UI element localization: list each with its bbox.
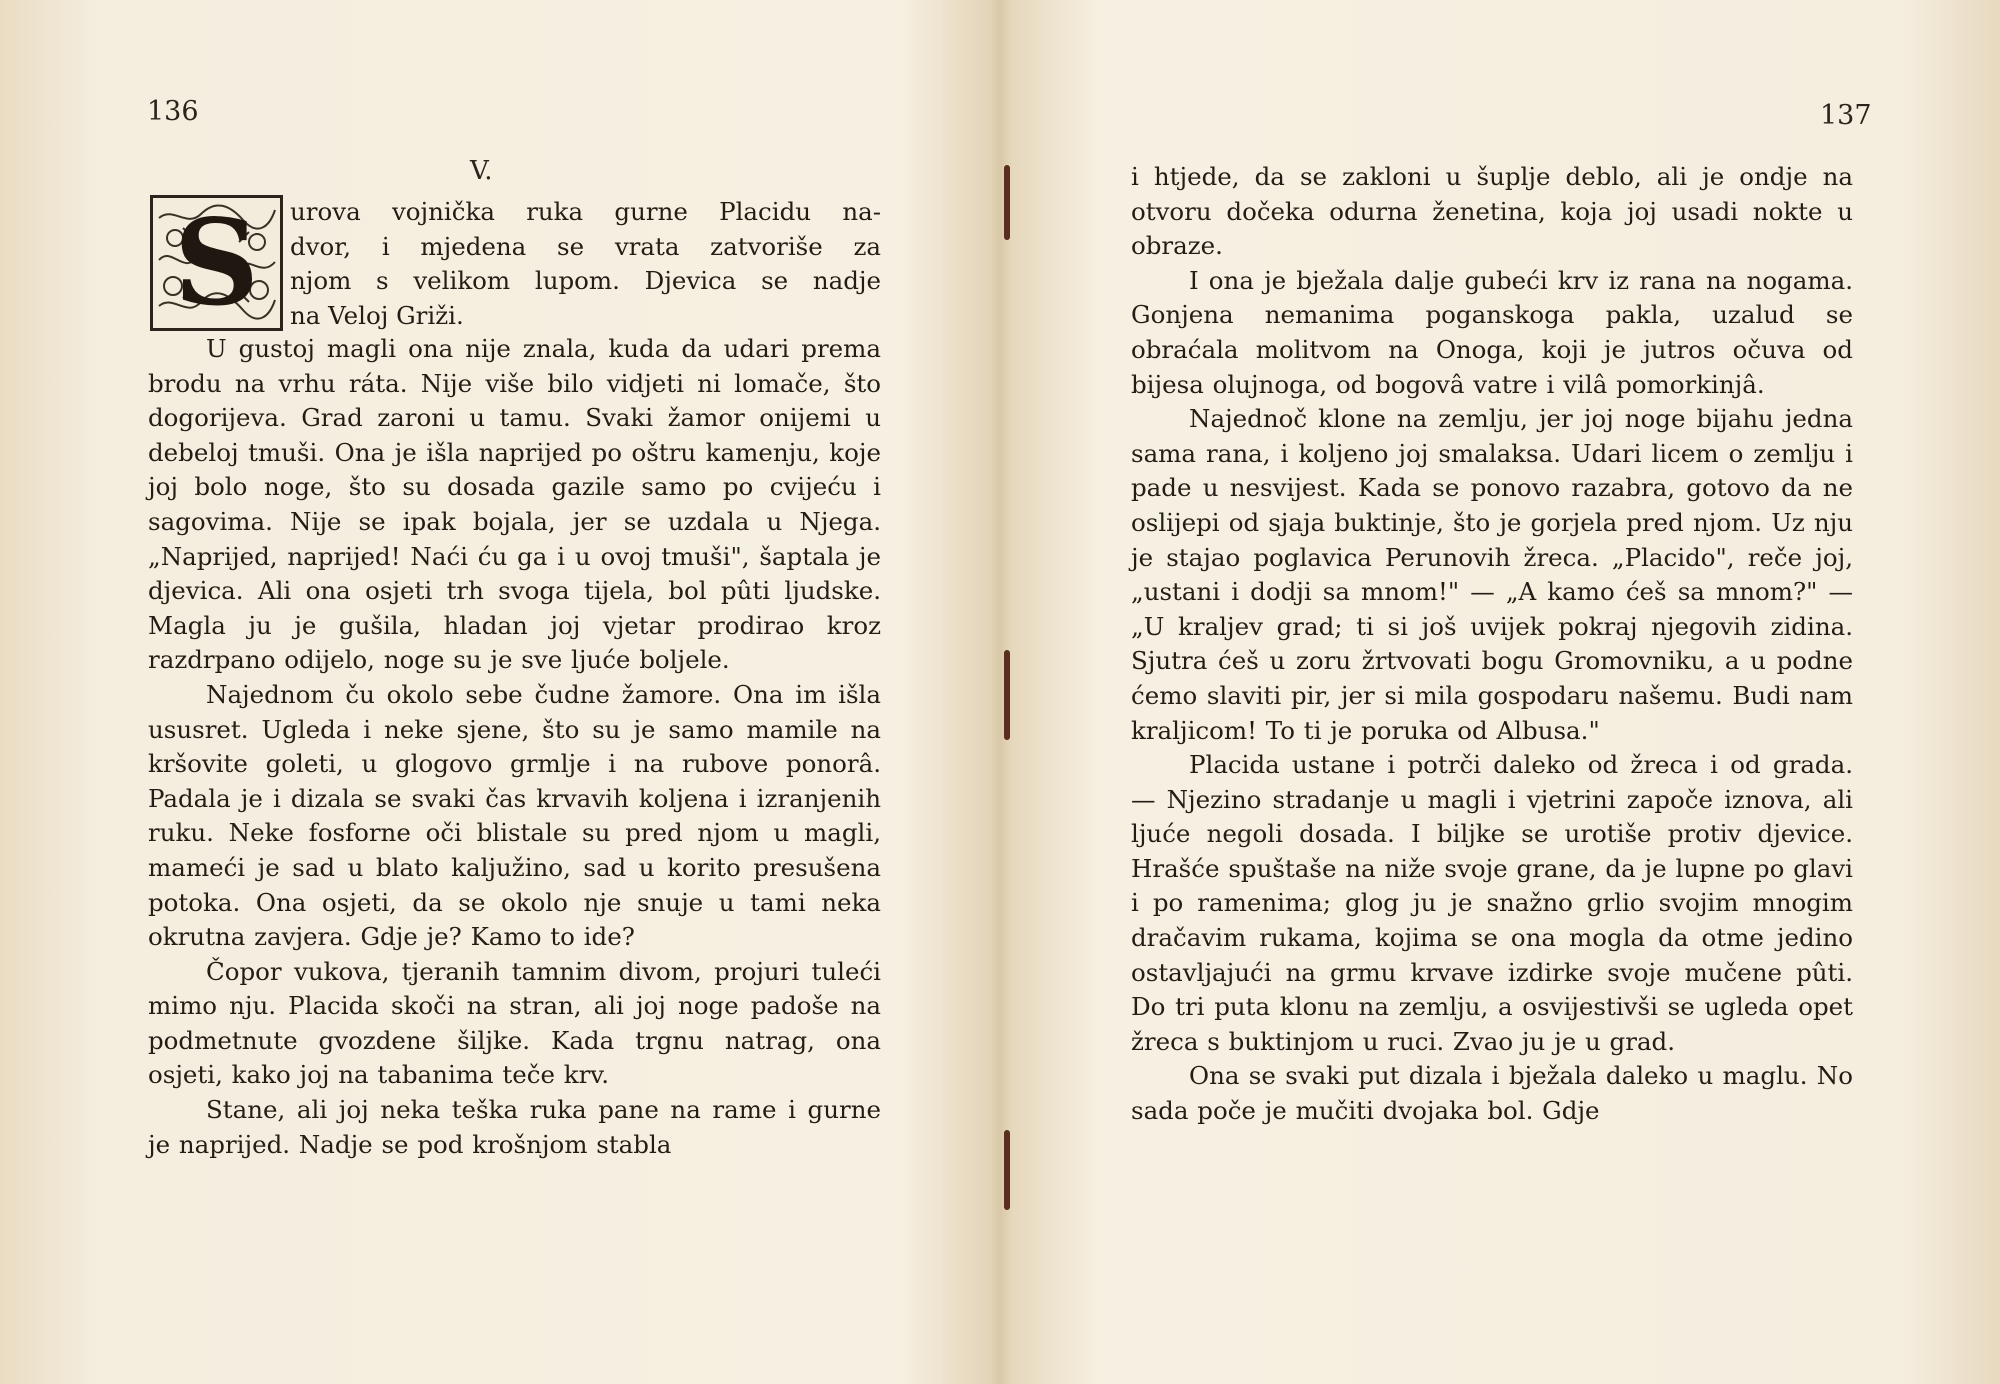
paragraph: Čopor vukova, tjeranih tamnim divom, projuri tuleći mimo nju. Placida skoči na stran, ali joj noge padoše na podmetnute gvozdene šiljke. Kada trgnu natrag, ona osjeti, kako joj na tabanima teče krv. <box>148 956 881 1090</box>
paragraph: Ona se svaki put dizala i bježala daleko u maglu. No sada poče je mučiti dvojaka bol. Gdje <box>1131 1061 1853 1126</box>
left-page-body <box>148 332 881 1162</box>
opening-line: urova vojnička ruka gurne Placidu na- <box>290 197 881 226</box>
right-page <box>1000 0 2000 1384</box>
paragraph: Stane, ali joj neka teška ruka pane na rame i gurne je naprijed. Nadje se pod krošnjom stabla <box>148 1095 881 1159</box>
paragraph: Najednoč klone na zemlju, jer joj noge bijahu jedna sama rana, i koljeno joj smalaksa. Udari licem o zemlju i pade u nesvijest. Kada se ponovo razabra, gotovo da ne oslijepi od sjaja buktinje, što je gorjela pred njom. Uz nju je stajao poglavica Perunovih žreca. „Placido", reče joj, „ustani i dodji sa mnom!" — „A kamo ćeš sa mnom?" — „U kraljev grad; ti si još uvijek pokraj njegovih zidina. Sjutra ćeš u zoru žrtvovati bogu Gromovniku, a u podne ćemo slaviti pir, jer si mila gospodaru našemu. Budi nam kraljicom! To ti je poruka od Albusa." <box>1131 404 1853 745</box>
opening-line: na Veloj Griži. <box>290 300 464 330</box>
paragraph: I ona je bježala dalje gubeći krv iz rana na nogama. Gonjena nemanima poganskoga pakla, uzalud se obraćala molitvom na Onoga, koji je jutros očuva od bijesa olujnoga, od bogovâ vatre i vilâ pomorkinjâ. <box>1131 265 1853 399</box>
page-number-right: 137 <box>1820 100 1872 131</box>
right-page-body <box>1131 160 1853 1129</box>
paragraph: U gustoj magli ona nije znala, kuda da udari prema brodu na vrhu ráta. Nije više bilo vidjeti ni lomače, što dogorijeva. Grad zaroni u tamu. Svaki žamor onijemi u debeloj tmuši. Ona je išla naprijed po oštru kamenju, koje joj bolo noge, što su dosada gazile samo po cvijeću i sagovima. Nije se ipak bojala, jer se uzdala u Njega. „Naprijed, naprijed! Naći ću ga i u ovoj tmuši", šaptala je djevica. Ali ona osjeti trh svoga tijela, bol pûti ljudske. Magla ju je gušila, hladan joj vjetar prodirao kroz razdrpano odijelo, noge su je sve ljuće boljele. <box>148 334 881 675</box>
chapter-heading: V. <box>470 156 493 186</box>
paragraph: Najednom ču okolo sebe čudne žamore. Ona im išla ususret. Ugleda i neke sjene, što su je samo mamile na kršovite goleti, u glogovo grmlje i na rubove ponorâ. Padala je i dizala se svaki čas krvavih koljena i izranjenih ruku. Neke fosforne oči blistale su pred njom u magli, mameći je sad u blato kaljužino, sad u korito presušena potoka. Ona osjeti, da se okolo nje snuje u tami neka okrutna zavjera. Gdje je? Kamo to ide? <box>148 679 881 952</box>
ornamental-dropcap <box>150 195 283 331</box>
page-number-left: 136 <box>147 96 199 127</box>
opening-line: dvor, i mjedena se vrata zatvoriše za <box>290 231 881 261</box>
opening-lines <box>290 195 881 333</box>
dropcap-letter: S <box>173 195 260 331</box>
paragraph: i htjede, da se zakloni u šuplje deblo, ali je ondje na otvoru dočeka odurna ženetina, koja joj usadi nokte u obraze. <box>1131 162 1853 261</box>
paragraph: Placida ustane i potrči daleko od žreca i od grada. — Njezino stradanje u magli i vjetrini započe iznova, ali ljuće negoli dosada. I biljke se urotiše protiv djevice. Hrašće spuštaše na niže svoje grane, da je lupne po glavi i po ramenima; glog ju je snažno grlio svojim mnogim dračavim rukama, kojima se ona mogla da otme jedino ostavljajući na grmu krvave izdirke svoje mučene pûti. Do tri puta klonu na zemlju, a osvijestivši se ugleda opet žreca s buktinjom u ruci. Zvao ju je u grad. <box>1131 750 1853 1056</box>
opening-line: njom s velikom lupom. Djevica se nadje <box>290 266 881 296</box>
